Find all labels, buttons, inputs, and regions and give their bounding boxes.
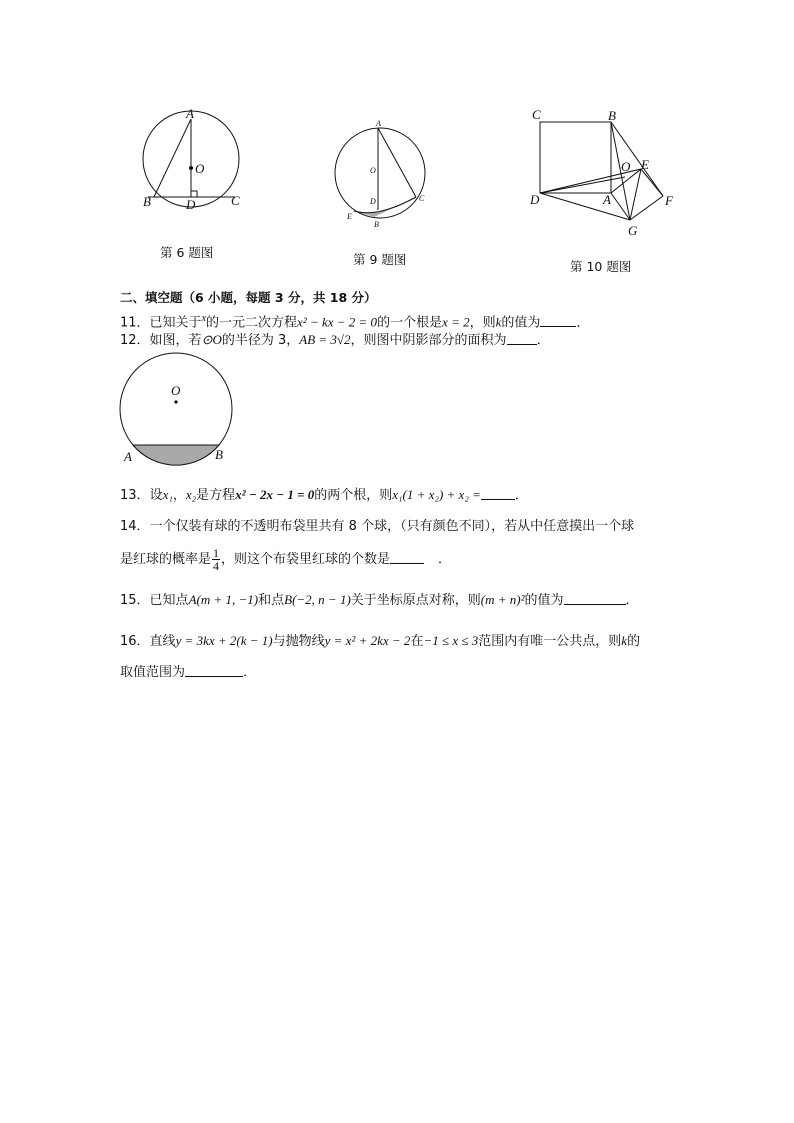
q16-line-eq: y = 3kx + 2(k − 1)	[175, 633, 273, 648]
q12-number: 12．	[120, 333, 150, 348]
q13-text-a: 设	[149, 488, 163, 503]
question-13	[120, 486, 528, 505]
question-16-line-1	[120, 632, 640, 651]
q14-line2-a: 是红球的概率是	[120, 552, 212, 567]
figure-10	[528, 105, 688, 240]
fig6-caption: 第 6 题图	[160, 245, 214, 260]
q11-text-c: 的一个根是	[377, 315, 443, 331]
q12-text-b: 的半径为 3，	[221, 333, 300, 348]
fig10-square-cbad	[540, 122, 611, 193]
q16-var-k: k	[621, 633, 628, 648]
q11-equation: x² − kx − 2 = 0	[297, 314, 378, 330]
q16-text-e: 的	[627, 634, 641, 649]
q15-point-b: B(−2, n − 1)	[284, 592, 351, 607]
fig9-shaded-region	[354, 197, 416, 217]
fig10-label-o: O	[621, 159, 631, 174]
q15-expr: (m + n)²	[480, 592, 525, 607]
fig10-label-a: A	[603, 192, 611, 207]
question-14-line-2	[120, 547, 451, 572]
fig6-label-d: D	[186, 197, 196, 212]
q12-circle: ⊙O	[201, 332, 222, 347]
fig10-label-c: C	[532, 107, 541, 122]
question-12	[120, 331, 550, 350]
q12-chord: AB = 3√2	[299, 332, 351, 347]
fig6-label-b: B	[143, 194, 151, 209]
fig9-label-a: A	[376, 119, 381, 128]
q13-text-c: 的两个根，则	[314, 488, 393, 503]
fig10-line-fg	[630, 196, 663, 220]
fig9-label-e: E	[347, 212, 352, 221]
q13-number: 13．	[120, 488, 150, 503]
fig6-center-dot	[189, 166, 193, 170]
q16-text-b: 与抛物线	[272, 634, 325, 649]
figure-6	[140, 105, 250, 215]
q13-answer-blank	[481, 487, 515, 500]
q11-text-a: 已知关于	[149, 315, 202, 331]
q12-answer-blank	[507, 332, 537, 345]
q11-root: x = 2	[442, 314, 470, 330]
q14-line1: 一个仅装有球的不透明布袋里共有 8 个球，（只有颜色不同），若从中任意摸出一个球	[149, 519, 635, 534]
fig10-label-f: F	[665, 193, 673, 208]
fig10-line-dg	[540, 193, 630, 220]
q13-text-b: 是方程	[196, 488, 236, 503]
q14-end: ．	[438, 552, 452, 567]
fig9-chord-ec	[354, 197, 416, 213]
fig9-label-b: B	[374, 220, 379, 229]
fig10-label-b: B	[608, 108, 616, 123]
fig10-label-g: G	[628, 223, 638, 238]
q13-equation: x² − 2x − 1 = 0	[235, 487, 315, 502]
fig10-line-bf	[611, 122, 663, 196]
q16-range: −1 ≤ x ≤ 3	[423, 633, 479, 648]
q16-line2: 取值范围为	[120, 665, 186, 680]
fig9-caption: 第 9 题图	[353, 252, 407, 267]
q15-text-c: 关于坐标原点对称，则	[350, 593, 481, 608]
fig9-label-o: O	[370, 166, 376, 175]
fig9-label-d: D	[370, 197, 376, 206]
fig6-label-c: C	[231, 193, 240, 208]
q13-x1: x₁	[162, 487, 173, 502]
question-11	[120, 310, 589, 332]
q13-expr: x₁(1 + x₂) + x₂ =	[392, 487, 481, 502]
q11-text-d: ，则	[469, 315, 496, 331]
question-16-line-2	[120, 664, 256, 682]
q15-end: ．	[625, 593, 639, 608]
q14-line2-b: ，则这个布袋里红球的个数是	[221, 552, 391, 567]
q16-answer-blank	[185, 664, 243, 677]
q16-text-d: 范围内有唯一公共点，则	[478, 634, 622, 649]
q13-end: ．	[514, 488, 528, 503]
fig9-chord-ac	[378, 128, 416, 197]
q12-text-c: ，则图中阴影部分的面积为	[350, 333, 507, 348]
q13-sep: ，	[172, 488, 186, 503]
fig6-chord-ab	[154, 119, 191, 197]
q12-text-a: 如图，若	[149, 333, 202, 348]
q14-fraction	[212, 547, 220, 572]
fig6-label-a: A	[186, 106, 194, 121]
q11-answer-blank	[540, 314, 576, 327]
q16-number: 16．	[120, 634, 150, 649]
fig12-center-dot	[174, 400, 177, 403]
q14-fraction-den: 4	[213, 559, 220, 573]
q12-end: ．	[536, 333, 550, 348]
q16-text-c: 在	[410, 634, 424, 649]
q11-text-b: 的一元二次方程	[206, 315, 298, 331]
q16-parabola: y = x² + 2kx − 2	[324, 633, 411, 648]
fig9-label-c: C	[419, 194, 425, 203]
q14-answer-blank	[390, 551, 424, 564]
q13-x2: x₂	[185, 487, 197, 502]
fig10-line-do	[540, 177, 625, 193]
figure-12	[118, 353, 238, 468]
fig12-label-b: B	[215, 447, 223, 462]
q15-number: 15．	[120, 593, 150, 608]
q11-var-x: x	[201, 313, 207, 324]
q15-answer-blank	[564, 592, 626, 605]
q11-text-e: 的值为	[501, 315, 541, 331]
q15-point-a: A(m + 1, −1)	[188, 592, 259, 607]
q16-text-a: 直线	[149, 634, 176, 649]
question-15	[120, 591, 639, 610]
q14-fraction-num: 1	[213, 546, 220, 560]
fig10-line-ef	[641, 169, 663, 196]
fig10-label-e: E	[641, 157, 649, 172]
q11-number: 11．	[120, 315, 150, 331]
fig12-shaded-segment	[133, 445, 219, 465]
q11-var-k: k	[495, 314, 502, 330]
q15-text-b: 和点	[258, 593, 285, 608]
fig9-circle	[335, 128, 425, 218]
q11-end: ．	[576, 315, 590, 331]
fig6-label-o: O	[195, 161, 205, 176]
q16-end: ．	[243, 665, 257, 680]
section-header: 二、填空题（6 小题，每题 3 分，共 18 分）	[120, 290, 377, 305]
q15-text-d: 的值为	[524, 593, 564, 608]
fig10-caption: 第 10 题图	[570, 259, 632, 274]
fig12-label-o: O	[171, 383, 181, 398]
figure-9	[330, 115, 440, 235]
q15-text-a: 已知点	[149, 593, 189, 608]
fig10-label-d: D	[530, 192, 540, 207]
fig10-diag-hidden	[540, 122, 611, 193]
question-14-line-1	[120, 518, 634, 536]
fig12-label-a: A	[124, 449, 132, 464]
q14-number: 14．	[120, 519, 150, 534]
